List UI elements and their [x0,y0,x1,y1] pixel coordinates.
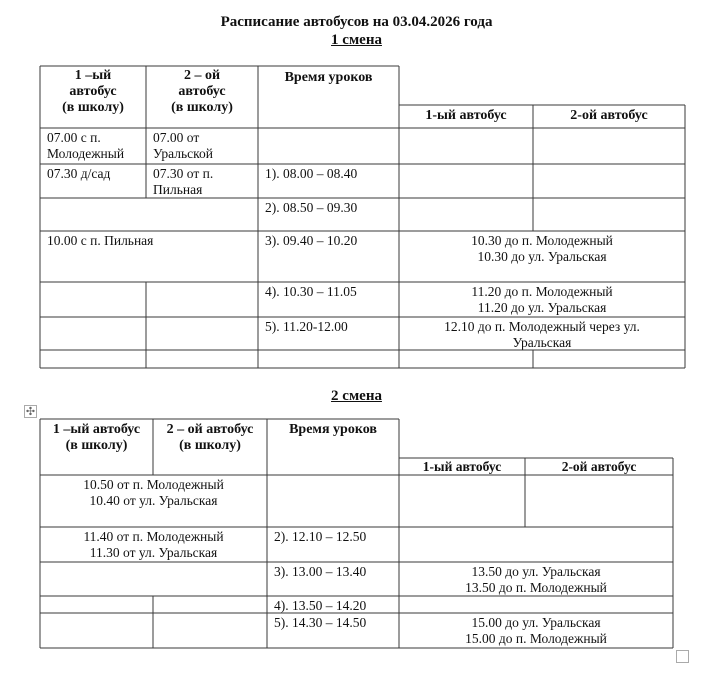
lesson-time-cell: 2). 12.10 – 12.50 [274,529,367,544]
table-cell: 07.30 от п. Пильная [153,166,214,197]
lesson-time-cell: 5). 14.30 – 14.50 [274,615,367,630]
shift1-label: 1 смена [331,32,382,48]
table-cell: 10.50 от п. Молодежный 10.40 от ул. Уральская [83,477,224,508]
lesson-time-cell: 2). 08.50 – 09.30 [265,200,358,215]
return-cell: 15.00 до ул. Уральская 15.00 до п. Молодежный [465,615,607,646]
header-bus1-from-school: 1-ый автобус [422,459,502,474]
header-bus2-to-school: 2 – ой автобус (в школу) [166,422,254,453]
return-cell: 11.20 до п. Молодежный 11.20 до ул. Уральская [471,284,613,315]
return-cell: 10.30 до п. Молодежный 10.30 до ул. Уральская [471,233,613,264]
resize-handle-icon[interactable] [676,650,689,663]
header-bus1-to-school: 1 –ый автобус (в школу) [52,422,141,453]
return-cell: 13.50 до ул. Уральская 13.50 до п. Молодежный [465,564,607,595]
table-cell: 07.00 с п. Молодежный [47,130,125,161]
header-bus1-to-school: 1 –ый автобус (в школу) [62,68,124,115]
header-bus2-from-school: 2-ой автобус [570,108,648,123]
header-bus2-to-school: 2 – ой автобус (в школу) [171,68,233,115]
lesson-time-cell: 3). 09.40 – 10.20 [265,233,358,248]
header-bus2-from-school: 2-ой автобус [561,459,637,474]
lesson-time-cell: 4). 13.50 – 14.20 [274,598,367,613]
shift2-label: 2 смена [331,388,382,404]
move-icon[interactable]: ✣ [25,405,36,418]
table-cell: 10.00 с п. Пильная [47,233,154,248]
header-lesson-times: Время уроков [284,70,373,85]
lesson-time-cell: 3). 13.00 – 13.40 [274,564,367,579]
lesson-time-cell: 1). 08.00 – 08.40 [265,166,358,181]
header-lesson-times: Время уроков [289,422,377,437]
document-title: Расписание автобусов на 03.04.2026 года [220,14,493,30]
lesson-time-cell: 4). 10.30 – 11.05 [265,284,357,299]
table-cell: 11.40 от п. Молодежный 11.30 от ул. Уральская [83,529,224,560]
return-cell: 12.10 до п. Молодежный через ул. Уральская [444,319,640,350]
header-bus1-from-school: 1-ый автобус [425,108,507,123]
table-cell: 07.30 д/сад [47,166,111,181]
lesson-time-cell: 5). 11.20-12.00 [265,319,348,334]
table-cell: 07.00 от Уральской [153,130,213,161]
